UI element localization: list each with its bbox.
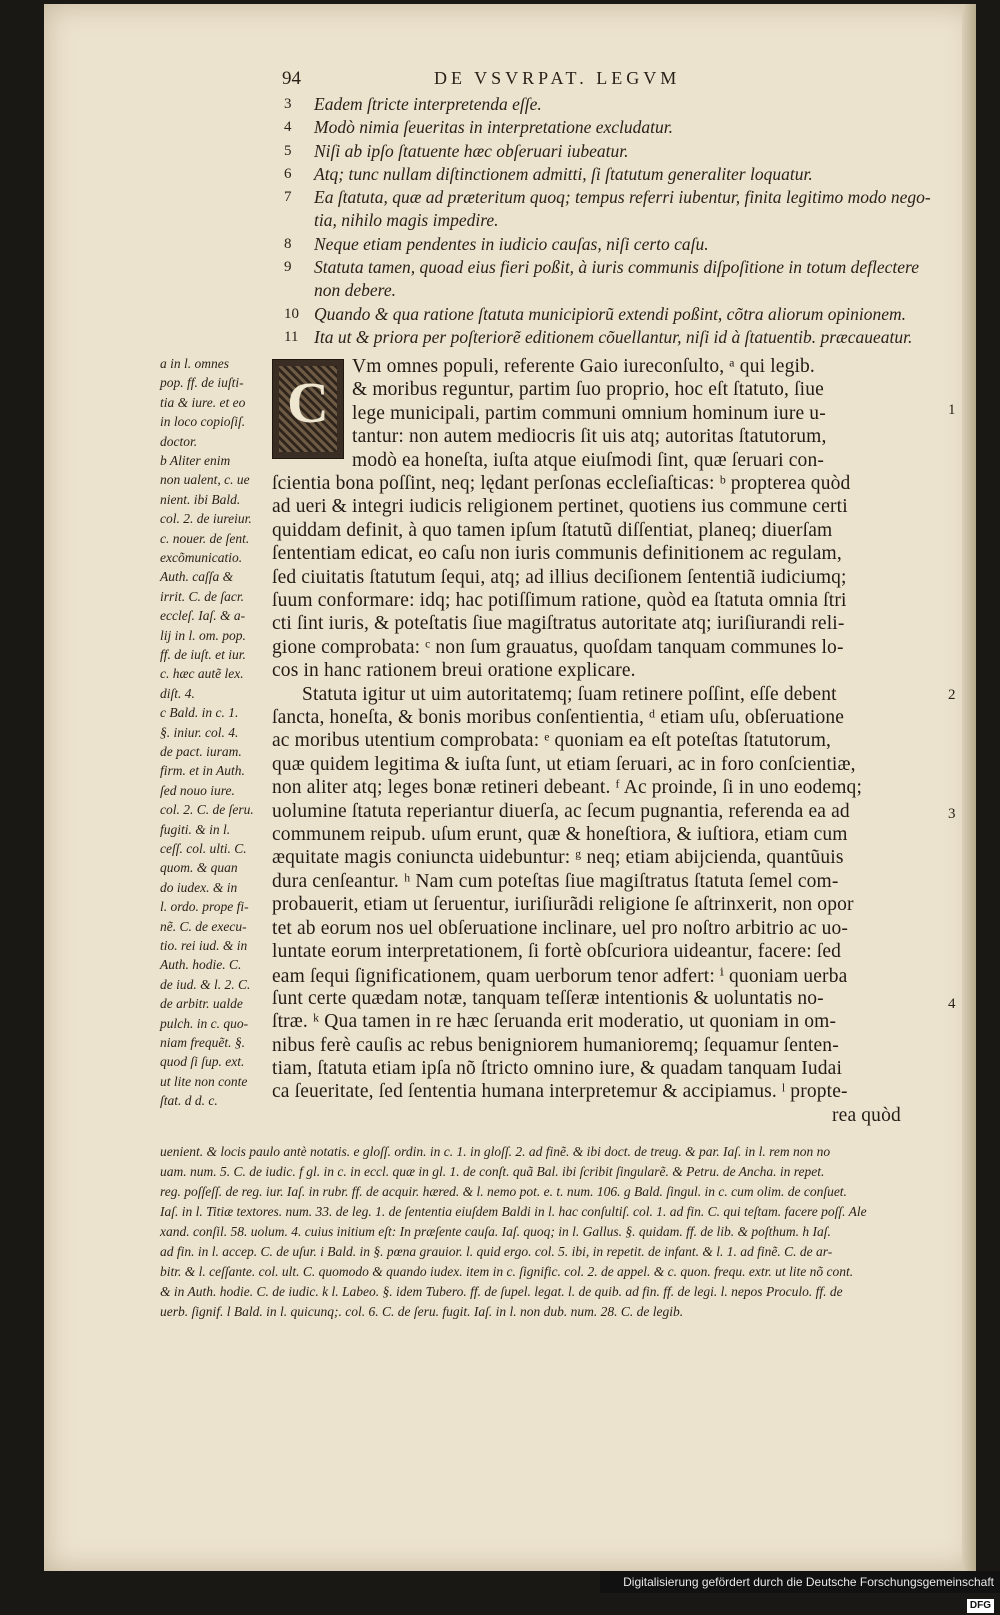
footnote-line: reg. poſſeſſ. de reg. iur. Iaſ. in rubr. ff. de acquir. hæred. & l. nemo pot. e. t. num. 106. g Bald. ſingul. in c. cum olim. de conſuet. — [160, 1184, 847, 1199]
margin-note-line: non ualent, c. ue — [160, 472, 250, 488]
side-number-2: 2 — [948, 687, 956, 703]
summary-text: non debere. — [314, 280, 396, 301]
footnote-line: bitr. & l. ceſſante. col. ult. C. quomodo & quando iudex. item in c. ſignific. col. 2. de appel. & c. quon. frequ. extr. ut lite nõ cont. — [160, 1264, 854, 1279]
text-line: ſuum conformare: idq; hac potiſſimum ratione, quòd ea ſtatuta omnia ſtri — [272, 590, 847, 611]
footnote-line: uam. num. 5. C. de iudic. f gl. in c. in eccl. quæ in gl. 1. de conſt. quã Bal. ibi ſcribit ſingularẽ. & Petru. de Ancha. in repet. — [160, 1164, 825, 1179]
text-line: ca ſeueritate, ſed ſententia humana interpretemur & accipiamus. ˡ propte- — [272, 1081, 848, 1103]
footnote-line: ad fin. in l. accep. C. de uſur. i Bald. in §. pœna grauior. l. quid ergo. col. 5. ibi, in repetit. de infant. & l. 1. ad finẽ. C. de ar- — [160, 1244, 833, 1259]
text-line: quæ quidem legitima & iuſta ſunt, ut etiam ſeruari, ac in foro conſcientiæ, — [272, 753, 856, 775]
margin-note-line: c. nouer. de ſent. — [160, 530, 250, 546]
text-line: ſancta, honeſta, & bonis moribus conſentientia, ᵈ etiam uſu, obſeruatione — [272, 707, 845, 728]
margin-note-line: pop. ff. de iuſti- — [160, 375, 244, 391]
summary-item — [284, 304, 964, 327]
margin-note-line: pulch. in c. quo- — [160, 1015, 249, 1031]
margin-note-line: nient. ibi Bald. — [160, 491, 241, 507]
margin-note-line: c Bald. in c. 1. — [160, 705, 239, 721]
margin-note-line: irrit. C. de ſacr. — [160, 588, 245, 604]
margin-note-line: ſtat. d d. c. — [160, 1093, 218, 1109]
margin-note-line: ut lite non conte — [160, 1073, 248, 1089]
summary-item — [284, 94, 964, 117]
summary-number: 6 — [284, 165, 292, 182]
banner-text: Digitalisierung gefördert durch die Deutsche Forschungsgemeinschaft — [623, 1575, 994, 1589]
margin-note-line: doctor. — [160, 433, 198, 449]
side-number-1: 1 — [948, 402, 956, 418]
text-line: nibus ferè cauſis ac rebus benigniorem humanioremq; ſequamur ſenten- — [272, 1034, 839, 1056]
margin-note-line: a in l. omnes — [160, 356, 229, 371]
decorated-initial — [272, 359, 344, 459]
text-line: eam ſequi ſignificationem, quam uerborum tenor adfert: ⁱ quoniam uerba — [272, 966, 848, 988]
summary-item — [284, 280, 964, 303]
summary-number: 7 — [284, 189, 292, 206]
page-edge — [962, 4, 976, 1571]
margin-note-line: tia & iure. et eo — [160, 394, 246, 410]
summary-item — [284, 187, 964, 210]
running-title: DE VSVRPAT. LEGVM — [434, 68, 681, 88]
text-line: æquitate magis coniuncta uidebuntur: ᵍ neq; etiam abijcienda, quantũuis — [272, 847, 844, 869]
text-line: ac moribus utentium comprobata: ᵉ quoniam ea eſt poteſtas ſtatutorum, — [272, 730, 832, 752]
summary-number: 11 — [284, 328, 299, 345]
text-line: tiam, ſtatuta etiam ipſa nõ ſtricto omnino iure, & quadam tanquam Iudai — [272, 1058, 843, 1079]
margin-note-line: col. 2. C. de ſeru. — [160, 802, 254, 818]
text-line: ſententiam edicat, eo caſu non iuris communis definitionem ac regulam, — [272, 543, 842, 565]
digitization-banner — [600, 1571, 1000, 1611]
text-line: ſcientia bona poſſint, neq; lędant perſonas eccleſiaſticas: ᵇ propterea quòd — [272, 473, 851, 494]
summary-item — [284, 327, 964, 350]
footnote-line: uenient. & locis paulo antè notatis. e gloſſ. ordin. in c. 1. in gloſſ. 2. ad finẽ. & ibi doct. de treug. & par. Iaſ. in l. rem non no — [160, 1144, 831, 1159]
text-line: cos in hanc rationem breui oratione explicare. — [272, 660, 636, 682]
summary-text: Eadem ſtricte interpretenda eſſe. — [314, 94, 542, 114]
summary-item — [284, 117, 964, 140]
margin-note-line: b Aliter enim — [160, 453, 231, 468]
summary-number: 3 — [284, 96, 292, 112]
margin-note-line: l. ordo. prope fi- — [160, 899, 249, 915]
summary-text: Niſi ab ipſo ſtatuente hæc obſeruari iubeatur. — [314, 140, 629, 161]
text-line: lege municipali, partim communi omnium hominum iure u- — [352, 402, 826, 424]
text-line: dura cenſeantur. ʰ Nam cum poteſtas ſiue magiſtratus ſtatuta ſemel com- — [272, 870, 839, 892]
margin-note-line: de iud. & l. 2. C. — [160, 976, 251, 992]
text-line: rea quòd — [832, 1104, 901, 1126]
footnote-line: Iaſ. in l. Titiæ textores. num. 33. de leg. 1. de ſententia eiuſdem Baldi in l. hac conſultiſ. col. 1. ad fin. C. qui teſtam. facere poſſ. Ale — [160, 1204, 867, 1219]
text-line: probauerit, etiam ut ſeruentur, iuriſiurãdi religione ſe aſtrinxerit, non opor — [272, 894, 854, 916]
footnote-line: xand. conſil. 58. uolum. 4. cuius initium eſt: In præſente cauſa. Iaſ. quoq; in l. Gallus. §. quidam. ff. de lib. & poſthum. h Iaſ. — [160, 1224, 831, 1239]
summary-number: 9 — [284, 259, 292, 276]
margin-note-line: fugiti. & in l. — [160, 821, 231, 837]
summary-text: Ea ſtatuta, quæ ad præteritum quoq; tempus referri iubentur, finita legitimo modo nego- — [314, 187, 931, 208]
margin-note-line: excõmunicatio. — [160, 550, 243, 565]
summary-text: Modò nimia ſeueritas in interpretatione excludatur. — [314, 117, 674, 138]
margin-note-line: ceſſ. col. ulti. C. — [160, 841, 247, 856]
text-line: tantur: non autem mediocris ſit uis atq; autoritas ſtatutorum, — [352, 426, 827, 448]
text-line: Vm omnes populi, referente Gaio iureconſulto, ᵃ qui legib. — [352, 356, 815, 377]
dfg-logo: DFG — [967, 1599, 994, 1613]
margin-note-line: ff. de iuſt. et iur. — [160, 647, 246, 662]
text-line: ſtræ. ᵏ Qua tamen in re hæc ſeruanda erit moderatio, ut quoniam in om- — [272, 1011, 837, 1033]
margin-note-line: niam frequẽt. §. — [160, 1035, 245, 1050]
summary-text: Atq; tunc nullam diſtinctionem admitti, ſi ſtatutum generaliter loquatur. — [314, 163, 813, 184]
summary-number: 10 — [284, 305, 299, 322]
summary-text: Quando & qua ratione ſtatuta municipiorũ extendi poßint, cõtra aliorum opinionem. — [314, 303, 907, 324]
summary-text: Statuta tamen, quoad eius fieri poßit, à iuris communis diſpoſitione in totum deflectere — [314, 257, 919, 278]
side-number-3: 3 — [948, 806, 956, 822]
summary-text: Neque etiam pendentes in iudicio cauſas, niſi certo caſu. — [314, 233, 709, 254]
summary-item — [284, 141, 964, 164]
margin-note-line: diſt. 4. — [160, 685, 195, 701]
margin-note-line: c. hæc autẽ lex. — [160, 666, 244, 682]
text-line: uolumine ſtatuta reperiantur diuerſa, ac ſecum pugnantia, referenda ea ad — [272, 800, 850, 822]
margin-note-line: de pact. iuram. — [160, 744, 242, 759]
margin-note-line: quom. & quan — [160, 860, 238, 876]
text-line: quiddam definit, à quo tamen ipſum ſtatutũ diſſentiat, planeq; diuerſam — [272, 519, 833, 541]
margin-note-line: de arbitr. ualde — [160, 996, 243, 1012]
summary-number: 5 — [284, 142, 292, 159]
margin-note-line: Auth. hodie. C. — [160, 957, 242, 973]
summary-item — [284, 164, 964, 187]
footnote-line: & in Auth. hodie. C. de iudic. k l. Labeo. §. idem Tubero. ff. de ſupel. legat. l. de quib. ad fin. ff. de legi. l. nepos Proculo. ff. de — [160, 1284, 843, 1299]
margin-note-line: eccleſ. Iaſ. & a- — [160, 608, 246, 624]
side-number-4: 4 — [948, 996, 956, 1012]
margin-note-line: §. iniur. col. 4. — [160, 724, 239, 740]
initial-letter: C — [287, 370, 329, 435]
margin-note-line: in loco copioſiſ. — [160, 414, 246, 430]
text-line: ſunt certe quædam notæ, tanquam teſſeræ intentionis & uoluntatis no- — [272, 987, 824, 1009]
summary-number: 4 — [284, 119, 292, 136]
margin-note-line: do iudex. & in — [160, 879, 238, 895]
text-line: communem reipub. uſum erunt, quæ & honeſtiora, & iuſtiora, etiam cum — [272, 824, 848, 845]
text-line: ad ueri & integri iudicis religionem pertinet, quotiens ius commune certi — [272, 496, 848, 518]
summary-item — [284, 257, 964, 280]
text-line: gione comprobata: ᶜ non ſum grauatus, quoſdam tanquam communes lo- — [272, 636, 844, 658]
summary-text: tia, nihilo magis impedire. — [314, 210, 499, 231]
text-line: luntate eorum interpretationem, ſi fortè obſcuriora uideantur, facere: ſed — [272, 941, 842, 962]
margin-note-line: lij in l. om. pop. — [160, 627, 246, 643]
margin-note-line: tio. rei iud. & in — [160, 938, 248, 953]
summary-item — [284, 210, 964, 233]
book-page — [44, 4, 976, 1571]
margin-note-line: Auth. caſſa & — [160, 569, 234, 585]
margin-note-line: quod ſi ſup. ext. — [160, 1054, 245, 1070]
text-line: ſed ciuitatis ſtatutum ſequi, atq; ad illius deciſionem ſententiã iudiciumq; — [272, 566, 847, 588]
text-line: non aliter atq; leges bonæ retineri debeant. ᶠ Ac proinde, ſi in uno eodemq; — [272, 777, 863, 799]
chapter-summaries — [284, 94, 964, 350]
text-line: modò ea honeſta, iuſta atque eiuſmodi ſint, quæ ſeruari con- — [352, 449, 825, 471]
margin-note-line: ſed nouo iure. — [160, 782, 235, 798]
margin-note-line: firm. et in Auth. — [160, 763, 245, 779]
summary-number: 8 — [284, 235, 292, 252]
text-line: Statuta igitur ut uim autoritatemq; ſuam retinere poſſint, eſſe debent — [302, 683, 837, 705]
text-line: tet ab eorum nos uel obſeruatione inclinare, uel pro noſtro arbitrio ac uo- — [272, 917, 849, 939]
text-line: cti ſint iuris, & poteſtatis ſiue magiſtratus autoritate atq; iuriſiurandi reli- — [272, 613, 845, 635]
folio-number: 94 — [282, 68, 301, 89]
margin-note-line: col. 2. de iureiur. — [160, 511, 252, 527]
text-line: & moribus reguntur, partim ſuo proprio, hoc eſt ſtatuto, ſiue — [352, 379, 824, 401]
margin-note-line: nẽ. C. de execu- — [160, 918, 247, 934]
footnote-line: uerb. ſignif. l Bald. in l. quicunq;. col. 6. C. de ſeru. fugit. Iaſ. in l. non dub. num. 28. C. de legib. — [160, 1304, 684, 1319]
summary-item — [284, 234, 964, 257]
summary-text: Ita ut & priora per poſteriorẽ editionem cõuellantur, niſi id à ſtatuentib. præcaueatur. — [314, 326, 913, 347]
